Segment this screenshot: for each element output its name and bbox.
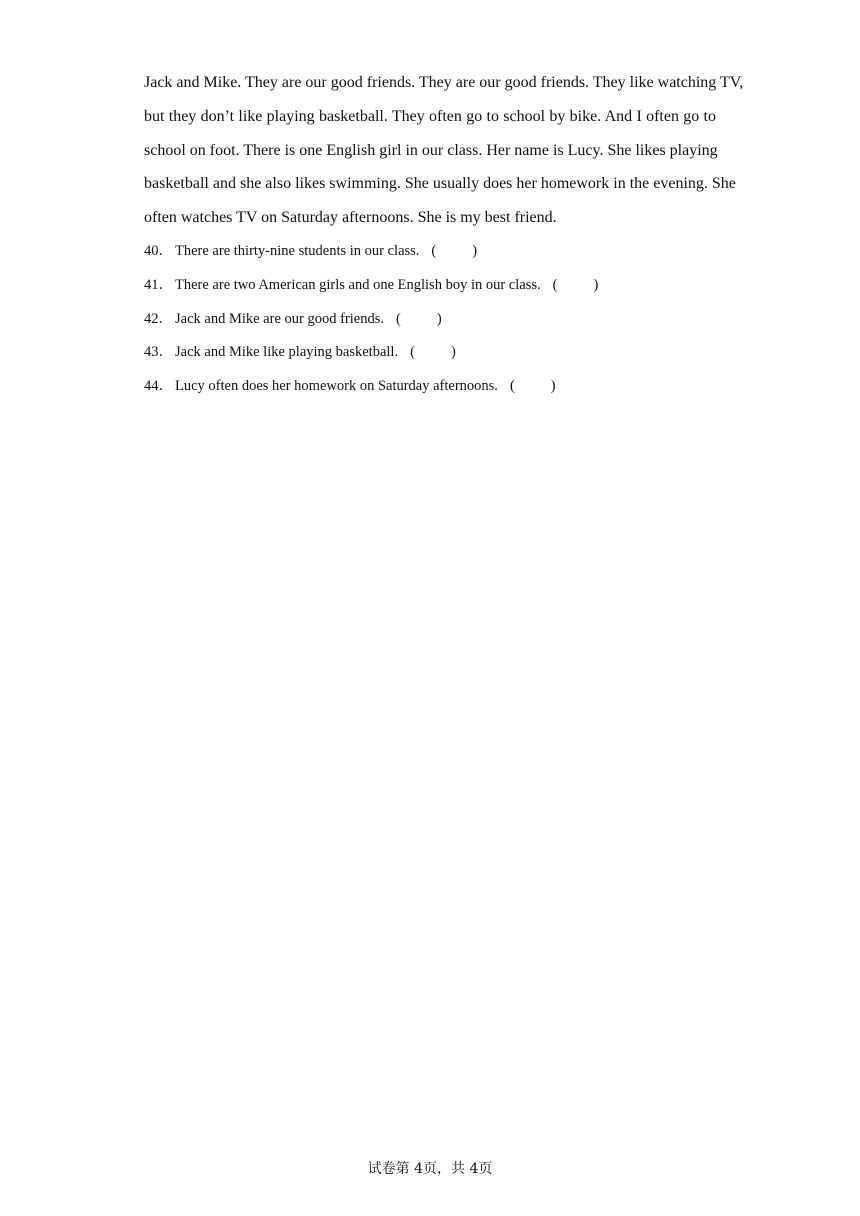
question-text: There are thirty-nine students in our class. <box>175 242 420 259</box>
close-paren: ) <box>450 344 456 361</box>
reading-passage <box>144 66 744 235</box>
question-number: 43． <box>144 344 173 361</box>
open-paren: ( <box>509 378 515 395</box>
passage-line: often watches TV on Saturday afternoons. She is my best friend. <box>144 209 557 227</box>
passage-line: school on foot. There is one English girl in our class. Her name is Lucy. She likes playing <box>144 141 718 159</box>
close-paren: ) <box>550 378 556 395</box>
question-44 <box>144 370 716 404</box>
close-paren: ) <box>436 310 442 327</box>
question-text: There are two American girls and one English boy in our class. <box>175 276 541 293</box>
close-paren: ) <box>593 276 599 293</box>
answer-blank[interactable] <box>510 370 556 404</box>
answer-blank[interactable] <box>553 269 599 303</box>
answer-blank[interactable] <box>410 336 456 370</box>
passage-line: Jack and Mike. They are our good friends. They are our good friends. They like watching TV, <box>144 74 744 91</box>
open-paren: ( <box>552 276 558 293</box>
answer-blank[interactable] <box>396 303 442 337</box>
close-paren: ) <box>472 242 478 259</box>
passage-line: basketball and she also likes swimming. She usually does her homework in the evening. She <box>144 175 736 193</box>
question-list <box>144 235 716 404</box>
answer-blank[interactable] <box>431 235 477 269</box>
document-page <box>144 66 744 404</box>
open-paren: ( <box>410 344 415 361</box>
question-number: 41． <box>144 276 173 293</box>
question-42 <box>144 303 716 337</box>
page-footer: 试卷第 4页，共 4页 <box>367 1161 493 1177</box>
open-paren: ( <box>431 242 437 259</box>
question-text: Lucy often does her homework on Saturday afternoons. <box>175 378 498 395</box>
question-41 <box>144 269 716 303</box>
open-paren: ( <box>395 310 401 327</box>
question-text: Jack and Mike like playing basketball. <box>175 344 399 361</box>
question-40 <box>144 235 716 269</box>
question-43 <box>144 336 716 370</box>
question-text: Jack and Mike are our good friends. <box>175 310 384 327</box>
passage-line: but they don’t like playing basketball. They often go to school by bike. And I often go to <box>144 107 716 125</box>
question-number: 42． <box>144 310 173 327</box>
question-number: 40． <box>144 242 173 259</box>
question-number: 44． <box>144 378 173 395</box>
